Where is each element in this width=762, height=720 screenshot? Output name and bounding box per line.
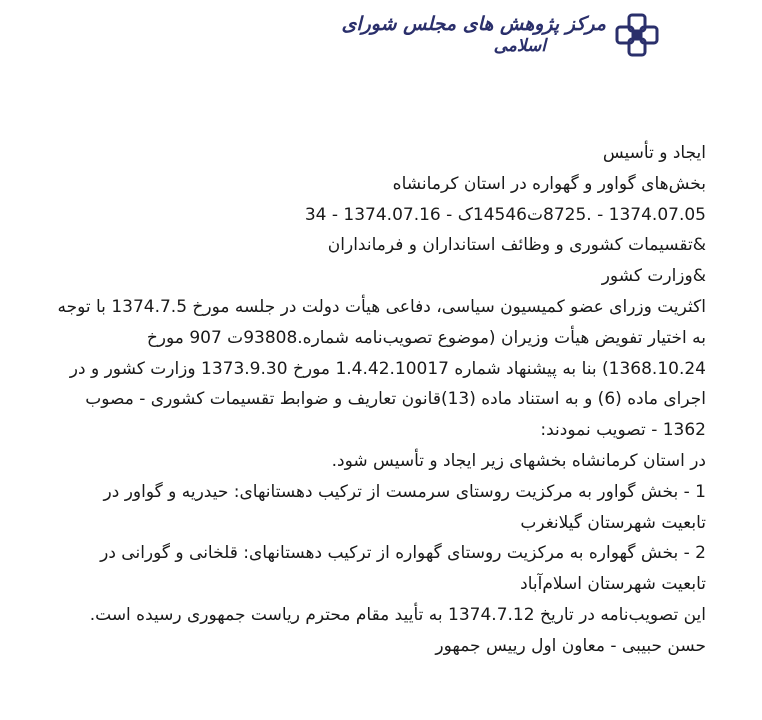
- doc-signature: حسن حبیبی - معاون اول رییس جمهور: [435, 635, 706, 656]
- doc-keyword-2: &وزارت کشور: [601, 266, 706, 287]
- document-body: [38, 138, 706, 662]
- logo-line-1: مرکز پژوهش های مجلس شورای: [341, 13, 606, 35]
- doc-item-1-cont: تابعیت شهرستان گیلانغرب: [520, 512, 706, 533]
- header-logo: [330, 6, 660, 64]
- doc-title: ایجاد و تأسیس: [602, 143, 706, 163]
- doc-body-line: به اختیار تفویض هیأت وزیران (موضوع تصویب‌نامه شماره.93808ت 907 مورخ: [146, 327, 706, 348]
- logo-text: [341, 13, 606, 57]
- doc-item-2-cont: تابعیت شهرستان اسلام‌آباد: [520, 574, 706, 595]
- doc-body-line: 1362 - تصویب نمودند:: [540, 420, 706, 441]
- doc-item-2: 2 - بخش گهواره به مرکزیت روستای گهواره از ترکیب دهستانهای: قلخانی و گورانی در: [100, 543, 706, 564]
- doc-body-line: 1368.10.24) بنا به پیشنهاد شماره 1.4.42.10017 مورخ 1373.9.30 وزارت کشور و در: [69, 358, 706, 379]
- doc-body-line: اکثریت وزرای عضو کمیسیون سیاسی، دفاعی هیأت دولت در جلسه مورخ 1374.7.5 با توجه: [57, 296, 706, 317]
- doc-reference-numbers: 1374.07.05 - .8725ت14546ک - 1374.07.16 - 34: [304, 204, 706, 225]
- parliament-emblem-icon: [614, 12, 660, 58]
- doc-body-line: در استان کرمانشاه بخشهای زیر ایجاد و تأسیس شود.: [331, 450, 706, 471]
- doc-body-line: اجرای ماده (6) و به استناد ماده (13)قانون تعاریف و ضوابط تقسیمات کشوری - مصوب: [85, 389, 706, 410]
- doc-item-1: 1 - بخش گواور به مرکزیت روستای سرمست از ترکیب دهستانهای: حیدریه و گواور در: [103, 481, 706, 502]
- doc-subject: بخش‌های گواور و گهواره در استان کرمانشاه: [392, 173, 706, 194]
- logo-line-2: اسلامی: [493, 36, 546, 56]
- doc-approval: این تصویب‌نامه در تاریخ 1374.7.12 به تأیید مقام محترم ریاست جمهوری رسیده است.: [89, 604, 706, 625]
- doc-keyword-1: &تقسیمات کشوری و وظائف استانداران و فرمانداران: [327, 235, 706, 256]
